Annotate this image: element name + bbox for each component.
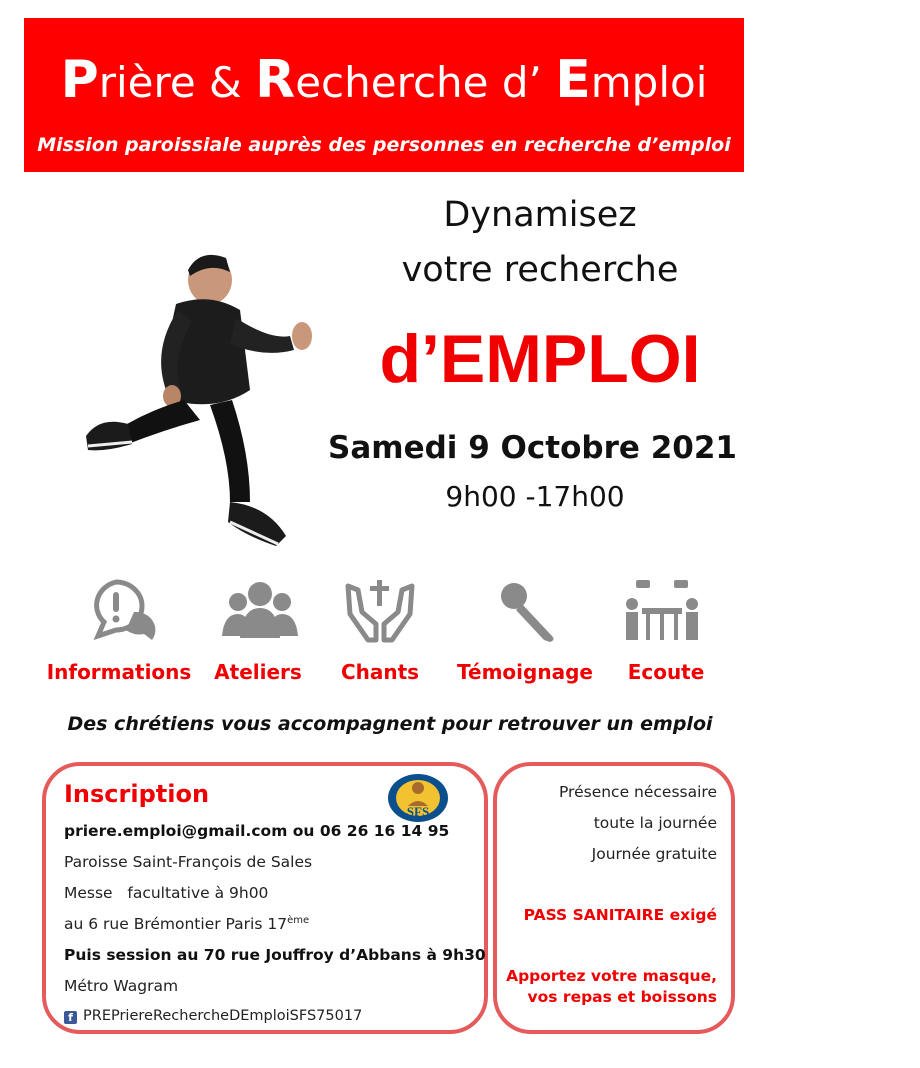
activity-label-ecoute: Ecoute	[627, 660, 705, 684]
contact-line: priere.emploi@gmail.com ou 06 26 16 14 95	[64, 822, 450, 840]
pass-sanitaire: PASS SANITAIRE exigé	[523, 906, 717, 924]
hero-line-2: votre recherche	[401, 250, 679, 290]
info-line-2: toute la journée	[593, 814, 717, 832]
meeting-table-icon	[622, 578, 702, 644]
speech-bubble-exclamation-icon	[82, 578, 162, 644]
bring-line-1: Apportez votre masque,	[506, 967, 717, 985]
activity-label-chants: Chants	[340, 660, 420, 684]
inscription-box	[42, 762, 488, 1034]
banner-subtitle: Mission paroissiale auprès des personnes en recherche d’emploi	[37, 134, 731, 156]
hero-line-1: Dynamisez	[443, 195, 637, 235]
svg-text:SFS: SFS	[406, 804, 430, 819]
event-date: Samedi 9 Octobre 2021	[328, 430, 737, 466]
jumping-man-image	[80, 240, 320, 570]
sfs-logo	[386, 772, 450, 824]
activity-label-informations: Informations	[46, 660, 192, 684]
mass-line: Messe facultative à 9h00	[64, 884, 269, 902]
bring-line-2: vos repas et boissons	[527, 988, 717, 1006]
header-banner	[24, 18, 744, 172]
info-line-1: Présence nécessaire	[558, 783, 717, 801]
inscription-title: Inscription	[64, 780, 210, 808]
event-hours: 9h00 -17h00	[445, 480, 625, 513]
microphone-icon	[488, 578, 568, 644]
info-line-3: Journée gratuite	[591, 845, 717, 863]
facebook-icon: f	[64, 1011, 77, 1024]
metro-line: Métro Wagram	[64, 977, 179, 995]
address-line: au 6 rue Brémontier Paris 17ème	[64, 915, 310, 934]
group-people-icon	[220, 578, 300, 644]
facebook-link[interactable]: f PREPriereRechercheDEmploiSFS75017	[64, 1008, 362, 1024]
banner-title: Prière & Recherche d’ Emploi	[60, 50, 708, 110]
activity-label-ateliers: Ateliers	[214, 660, 302, 684]
tagline: Des chrétiens vous accompagnent pour retrouver un emploi	[67, 713, 713, 735]
session-line: Puis session au 70 rue Jouffroy d’Abbans à 9h30	[64, 946, 486, 964]
praying-hands-cross-icon	[340, 578, 420, 644]
activity-label-temoignage: Témoignage	[457, 660, 593, 684]
parish-line: Paroisse Saint-François de Sales	[64, 853, 313, 871]
info-box	[493, 762, 735, 1034]
hero-emphasis: d’EMPLOI	[379, 321, 701, 397]
